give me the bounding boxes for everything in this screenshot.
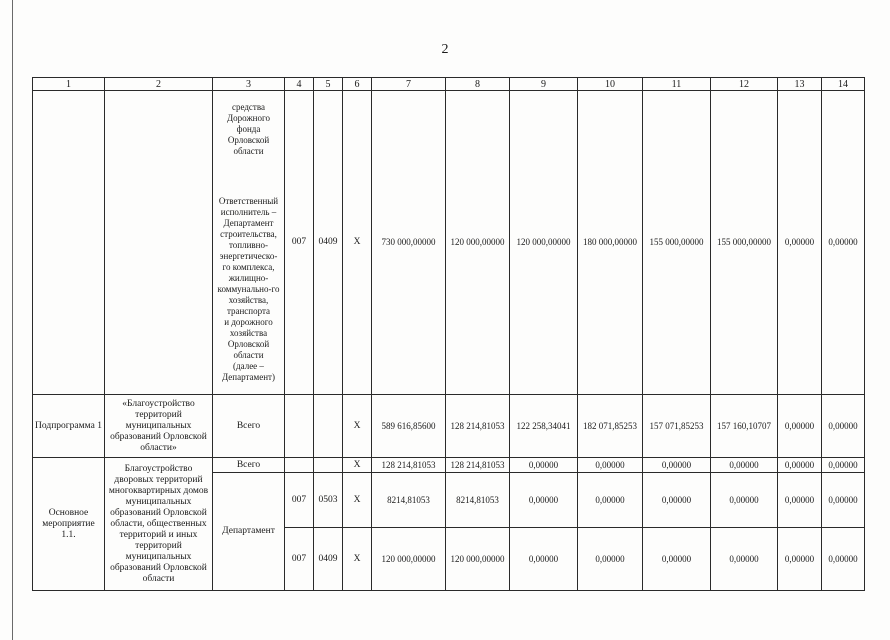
empty-cell — [314, 395, 343, 458]
header-row — [33, 78, 865, 91]
total-value: 8214,81053 — [372, 473, 446, 528]
main-activity-title: Благоустройство дворовых территорий многоквартирных домов муниципальных образований Орловской области, общественных территорий и иных территорий муниципальных образований Орловской области — [105, 458, 213, 591]
value-cell: 0,00000 — [778, 91, 822, 395]
value-cell: 0,00000 — [822, 91, 865, 395]
value-cell: 0,00000 — [578, 458, 643, 473]
value-cell: 0,00000 — [778, 458, 822, 473]
header-cell: 9 — [510, 78, 578, 91]
grbs-code: 007 — [285, 528, 314, 591]
value-cell: 0,00000 — [822, 473, 865, 528]
header-cell: 7 — [372, 78, 446, 91]
executor-text: Ответственный исполнитель – Департамент строительства, топливно- энергетическо- го комплекса, жилищно- коммунально-го хозяйства, транспорта и дорожного хозяйства Орловской области (далее – Департамент) — [217, 196, 280, 382]
header-cell: 1 — [33, 78, 105, 91]
header-cell: 14 — [822, 78, 865, 91]
value-cell: 157 071,85253 — [643, 395, 711, 458]
value-cell: 128 214,81053 — [446, 395, 510, 458]
total-value: 730 000,00000 — [372, 91, 446, 395]
total-value: 128 214,81053 — [372, 458, 446, 473]
value-cell: 0,00000 — [778, 473, 822, 528]
value-cell: 0,00000 — [711, 458, 778, 473]
header-cell: 5 — [314, 78, 343, 91]
value-cell: 0,00000 — [778, 528, 822, 591]
main-activity-label: Основное мероприятие 1.1. — [33, 458, 105, 591]
x-mark: X — [343, 458, 372, 473]
header-cell: 11 — [643, 78, 711, 91]
department-cell: Департамент — [213, 473, 285, 591]
value-cell: 0,00000 — [578, 473, 643, 528]
header-cell: 13 — [778, 78, 822, 91]
empty-cell — [33, 91, 105, 395]
subprogram-label: Подпрограмма 1 — [33, 395, 105, 458]
value-cell: 0,00000 — [643, 458, 711, 473]
empty-cell — [314, 458, 343, 473]
empty-cell — [285, 395, 314, 458]
x-mark: X — [343, 91, 372, 395]
table-row-road-fund — [33, 91, 865, 395]
value-cell: 0,00000 — [711, 528, 778, 591]
subprogram-source: Всего — [213, 395, 285, 458]
value-cell: 0,00000 — [643, 528, 711, 591]
section-code: 0409 — [314, 91, 343, 395]
table-row-main-activity — [33, 458, 865, 473]
value-cell: 155 000,00000 — [643, 91, 711, 395]
value-cell: 0,00000 — [643, 473, 711, 528]
header-cell: 2 — [105, 78, 213, 91]
funding-source-text: средства Дорожного фонда Орловской области — [227, 102, 270, 156]
table-row-subprogram — [33, 395, 865, 458]
value-cell: 120 000,00000 — [510, 91, 578, 395]
funding-source-cell — [213, 91, 285, 395]
value-cell: 0,00000 — [510, 458, 578, 473]
subprogram-title: «Благоустройство территорий муниципальных образований Орловской области» — [105, 395, 213, 458]
value-cell: 8214,81053 — [446, 473, 510, 528]
header-cell: 8 — [446, 78, 510, 91]
grbs-code: 007 — [285, 91, 314, 395]
value-cell: 120 000,00000 — [446, 528, 510, 591]
x-mark: X — [343, 395, 372, 458]
value-cell: 0,00000 — [510, 473, 578, 528]
value-cell: 128 214,81053 — [446, 458, 510, 473]
grbs-code: 007 — [285, 473, 314, 528]
x-mark: X — [343, 473, 372, 528]
total-value: 120 000,00000 — [372, 528, 446, 591]
header-cell: 6 — [343, 78, 372, 91]
scan-edge-line — [12, 0, 13, 640]
value-cell: 0,00000 — [822, 395, 865, 458]
value-cell: 122 258,34041 — [510, 395, 578, 458]
value-cell: 120 000,00000 — [446, 91, 510, 395]
value-cell: 0,00000 — [822, 458, 865, 473]
empty-cell — [105, 91, 213, 395]
value-cell: 0,00000 — [510, 528, 578, 591]
value-cell: 0,00000 — [778, 395, 822, 458]
x-mark: X — [343, 528, 372, 591]
header-cell: 4 — [285, 78, 314, 91]
section-code: 0409 — [314, 528, 343, 591]
header-cell: 12 — [711, 78, 778, 91]
value-cell: 182 071,85253 — [578, 395, 643, 458]
value-cell: 155 000,00000 — [711, 91, 778, 395]
value-cell: 157 160,10707 — [711, 395, 778, 458]
main-activity-source: Всего — [213, 458, 285, 473]
budget-table — [32, 77, 865, 591]
value-cell: 180 000,00000 — [578, 91, 643, 395]
value-cell: 0,00000 — [711, 473, 778, 528]
empty-cell — [285, 458, 314, 473]
total-value: 589 616,85600 — [372, 395, 446, 458]
header-cell: 10 — [578, 78, 643, 91]
page-number: 2 — [441, 42, 449, 57]
section-code: 0503 — [314, 473, 343, 528]
header-cell: 3 — [213, 78, 285, 91]
value-cell: 0,00000 — [822, 528, 865, 591]
value-cell: 0,00000 — [578, 528, 643, 591]
